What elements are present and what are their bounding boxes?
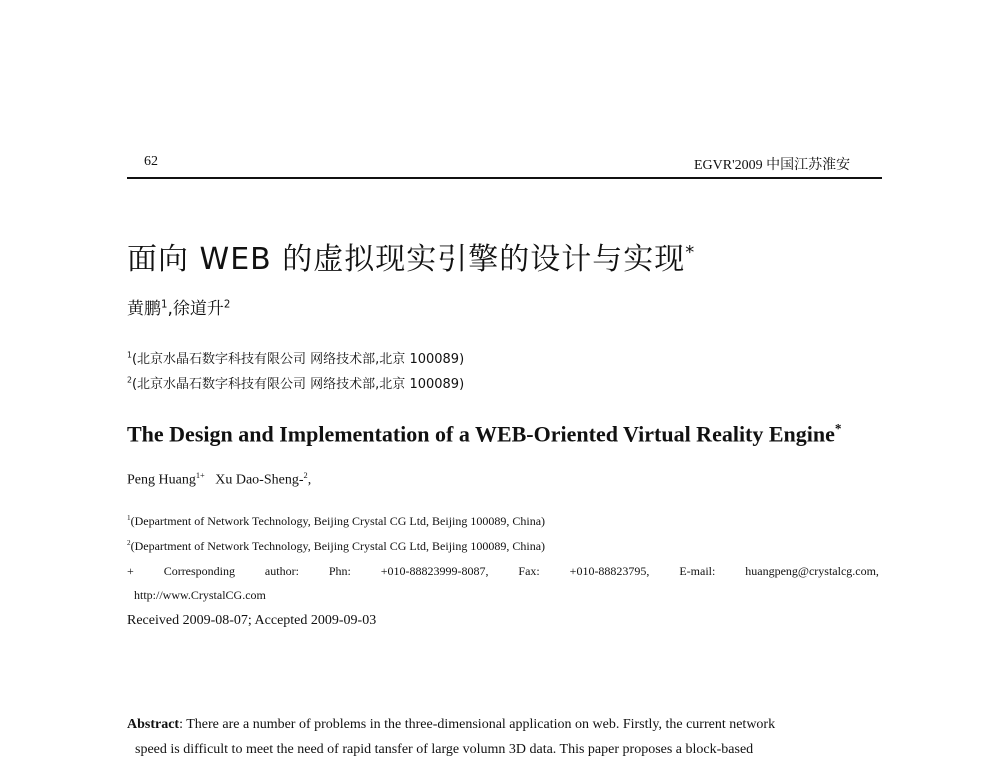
english-affiliation-1-sup: 1	[127, 514, 131, 522]
english-title	[127, 421, 842, 447]
contact-fax: +010-88823795,	[569, 564, 650, 578]
abstract-line-2: speed is difficult to meet the need of rapid tansfer of large volumn 3D data. This paper proposes a block-based	[135, 742, 754, 757]
contact-fax-label: Fax:	[518, 564, 540, 578]
chinese-authors	[127, 294, 230, 319]
chinese-affiliation-1-sup: 1	[127, 350, 132, 360]
chinese-title	[127, 234, 695, 278]
contact-line	[127, 564, 879, 579]
abstract-label: Abstract	[127, 717, 180, 732]
chinese-affiliation-2-sup: 2	[127, 375, 132, 385]
contact-author: author:	[264, 564, 299, 578]
english-author-trailing: ,	[307, 472, 312, 488]
contact-phone: +010-88823999-8087,	[380, 564, 489, 578]
english-affiliation-2-sup: 2	[127, 539, 131, 547]
english-author-2-sup: 2	[303, 471, 308, 480]
english-authors	[127, 471, 311, 489]
english-affiliation-2-text: (Department of Network Technology, Beijing Crystal CG Ltd, Beijing 100089, China)	[130, 539, 546, 553]
chinese-affiliation-2	[127, 373, 464, 392]
english-title-mark: *	[834, 421, 842, 436]
english-author-1: Peng Huang	[127, 472, 196, 488]
chinese-affiliation-2-text: (北京水晶石数字科技有限公司 网络技术部,北京 100089)	[131, 377, 465, 392]
running-header-venue: EGVR'2009 中国江苏淮安	[694, 158, 851, 173]
contact-phone-label: Phn:	[328, 564, 351, 578]
english-author-2: Xu Dao-Sheng-	[215, 472, 304, 488]
english-author-1-sup: 1+	[195, 471, 205, 480]
chinese-title-text: 面向 WEB 的虚拟现实引擎的设计与实现	[127, 242, 686, 277]
contact-row	[127, 564, 879, 579]
english-affiliation-1-text: (Department of Network Technology, Beijing Crystal CG Ltd, Beijing 100089, China)	[130, 514, 546, 528]
contact-marker: +	[127, 564, 134, 578]
chinese-author-2-sup: 2	[223, 299, 231, 311]
chinese-affiliation-1	[127, 348, 464, 367]
received-dates: Received 2009-08-07; Accepted 2009-09-03	[127, 613, 377, 628]
chinese-affiliation-1-text: (北京水晶石数字科技有限公司 网络技术部,北京 100089)	[131, 352, 465, 367]
abstract	[127, 712, 879, 762]
page-number: 62	[144, 154, 158, 169]
chinese-author-separator: ,	[167, 299, 173, 319]
abstract-line-1-text: : There are a number of problems in the three-dimensional application on web. Firstly, the current network	[179, 717, 776, 732]
english-affiliation-2	[127, 539, 545, 554]
chinese-author-2: 徐道升	[172, 299, 224, 319]
chinese-author-1: 黄鹏	[127, 299, 161, 319]
english-affiliation-1	[127, 514, 545, 529]
contact-corresponding: Corresponding	[163, 564, 236, 578]
contact-url: http://www.CrystalCG.com	[134, 588, 266, 602]
contact-email: huangpeng@crystalcg.com,	[745, 564, 879, 578]
chinese-author-1-sup: 1	[161, 299, 168, 311]
abstract-line-1	[127, 712, 879, 737]
chinese-title-mark: *	[685, 242, 696, 263]
contact-email-label: E-mail:	[679, 564, 716, 578]
english-title-text: The Design and Implementation of a WEB-Oriented Virtual Reality Engine	[127, 421, 835, 447]
header-rule	[127, 177, 882, 179]
